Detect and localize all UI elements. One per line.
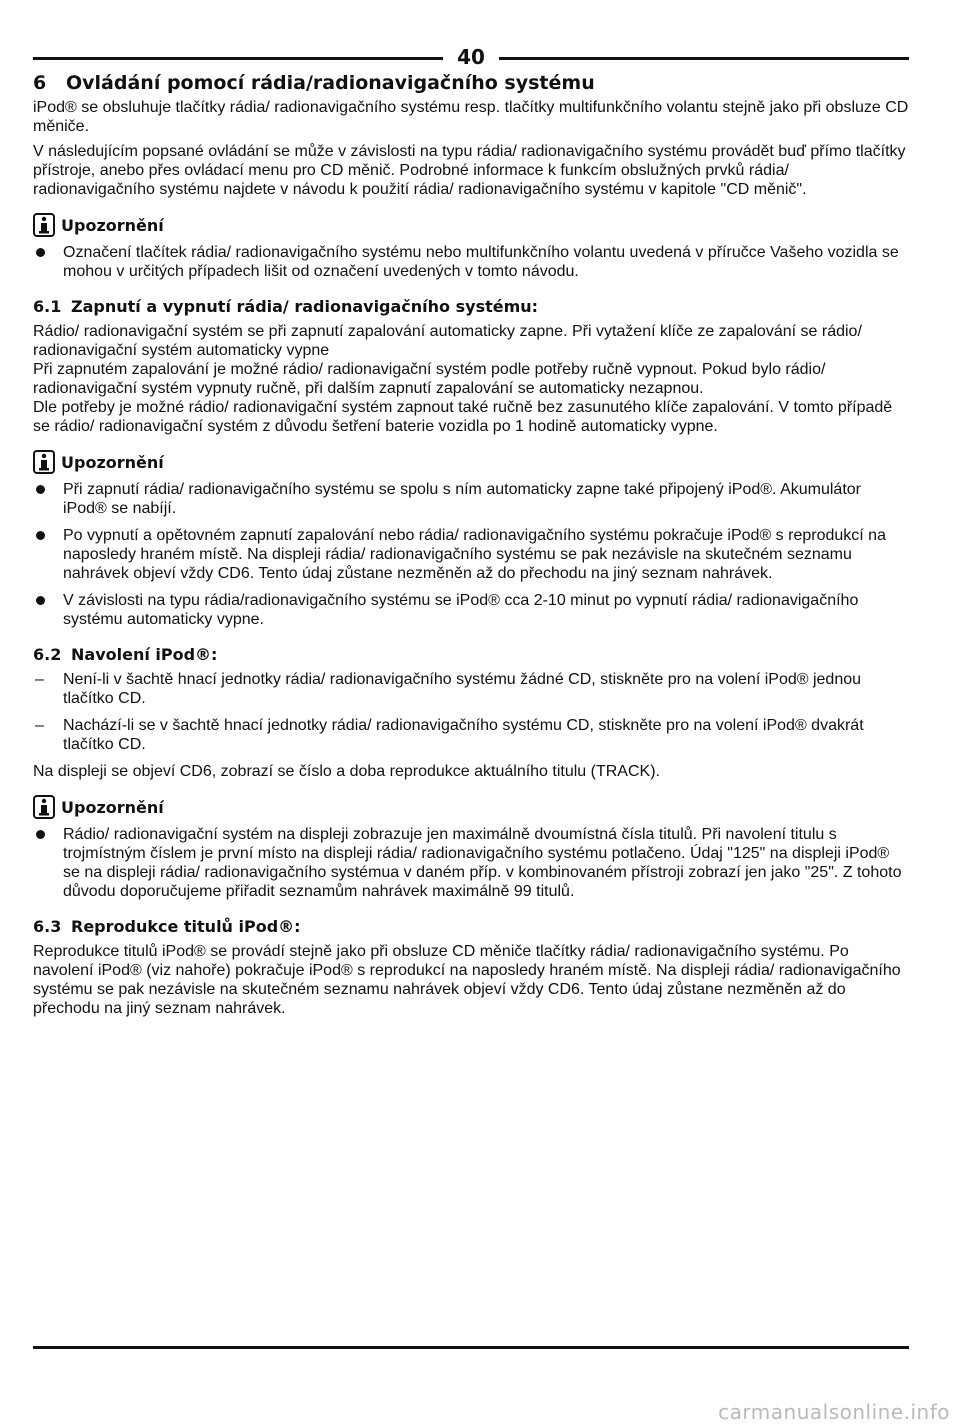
list-item-text: Nachází-li se v šachtě hnací jednotky rádia/ radionavigačního systému CD, stiskněte pro na volení iPod® dvakrát tlačítko CD. — [63, 717, 864, 753]
chapter-title — [33, 72, 909, 94]
list-item — [33, 591, 909, 629]
section-6-2-paragraph: Na displeji se objeví CD6, zobrazí se číslo a doba reprodukce aktuálního titulu (TRACK). — [33, 763, 660, 780]
header-rule-right — [499, 57, 909, 60]
note-title: Upozornění — [61, 452, 164, 472]
chapter-number: 6 — [33, 72, 47, 94]
section-6-1-paragraph-2: Při zapnutém zapalování je možné rádio/ radionavigační systém podle potřeby ručně vypnout. Pokud bylo rádio/ radionavigační systém vypnuty ručně, při dalším zapnutí zapalování se automaticky nezapnou. — [33, 361, 826, 397]
dash-marker: – — [35, 671, 44, 688]
section-6-2-list — [33, 670, 909, 754]
section-6-2-heading — [33, 645, 909, 664]
note-title: Upozornění — [61, 215, 164, 235]
header-rule-left — [33, 57, 443, 60]
note-3-list — [33, 825, 909, 901]
dash-marker: – — [35, 717, 44, 734]
note-1-list — [33, 243, 909, 281]
bullet — [36, 485, 45, 494]
section-title: Zapnutí a vypnutí rádia/ radionavigačního systému: — [71, 297, 539, 316]
section-6-3-paragraph: Reprodukce titulů iPod® se provádí stejně jako při obsluze CD měniče tlačítky rádia/ radionavigačního systému. Po navolení iPod® (viz nahoře) pokračuje iPod® s reprodukcí na naposledy hraném místě. Na displeji rádia/ radionavigačního systému se pak nezávisle na skutečném seznamu nahrávek objeví vždy CD6. Tento údaj zůstane nezměněn až do přechodu na jiný seznam nahrávek. — [33, 943, 901, 1017]
list-item — [33, 243, 909, 281]
list-item — [33, 716, 909, 754]
list-item — [33, 825, 909, 901]
section-title: Reprodukce titulů iPod®: — [71, 917, 301, 936]
section-number: 6.2 — [33, 645, 62, 664]
section-6-1-heading — [33, 297, 909, 316]
info-icon — [33, 213, 55, 237]
list-item-text: Označení tlačítek rádia/ radionavigačního systému nebo multifunkčního volantu uvedená v příručce Vašeho vozidla se mohou v určitých případech lišit od označení uvedených v tomto návodu. — [63, 244, 899, 280]
chapter-title-text: Ovládání pomocí rádia/radionavigačního systému — [66, 72, 595, 94]
list-item — [33, 526, 909, 583]
note-heading-3 — [33, 795, 909, 819]
note-title: Upozornění — [61, 797, 164, 817]
intro-paragraph-1: iPod® se obsluhuje tlačítky rádia/ radionavigačního systému resp. tlačítky multifunkčního volantu stejně jako při obsluze CD měniče. — [33, 99, 909, 135]
list-item-text: Rádio/ radionavigační systém na displeji zobrazuje jen maximálně dvoumístná čísla titulů. Při navolení titulu s trojmístným číslem je první místo na displeji rádia/ radionavigačního systému potlačeno. Údaj "125" na displeji iPod® se na displeji rádia/ radionavigačního systémua v daném příp. v kombinovaném přístroji zobrazí jen jako "25". Z tohoto důvodu doporučujeme přiřadit seznamům nahrávek maximálně 99 titulů. — [63, 826, 902, 900]
section-number: 6.3 — [33, 917, 62, 936]
note-heading-2 — [33, 450, 909, 474]
section-6-1-paragraph-3: Dle potřeby je možné rádio/ radionavigační systém zapnout také ručně bez zasunutého klíče zapalování. V tomto případě se rádio/ radionavigační systém z důvodu šetření baterie vozidla po 1 hodině automaticky vypne. — [33, 399, 893, 435]
bullet — [36, 248, 45, 257]
bullet — [36, 596, 45, 605]
list-item — [33, 480, 909, 518]
watermark: carmanualsonline.info — [718, 1400, 950, 1424]
bullet — [36, 830, 45, 839]
section-6-3-heading — [33, 917, 909, 936]
info-icon — [33, 795, 55, 819]
section-6-1-paragraph-1: Rádio/ radionavigační systém se při zapnutí zapalování automaticky zapne. Při vytažení klíče ze zapalování se rádio/ radionavigační systém automaticky vypne — [33, 323, 862, 359]
list-item-text: Po vypnutí a opětovném zapnutí zapalování nebo rádia/ radionavigačního systému pokračuje iPod® s reprodukcí na naposledy hraném místě. Na displeji rádia/ radionavigačního systému se pak nezávisle na skutečném seznamu nahrávek objeví vždy CD6. Tento údaj zůstane nezměněn až do přechodu na jiný seznam nahrávek. — [63, 527, 886, 582]
intro-paragraph-2: V následujícím popsané ovládání se může v závislosti na typu rádia/ radionavigačního systému provádět buď přímo tlačítky přístroje, anebo přes ovládací menu pro CD měnič. Podrobné informace k funkcím obslužných prvků rádia/ radionavigačního systému najdete v návodu k použití rádia/ radionavigačního systému v kapitole "CD měnič". — [33, 143, 906, 198]
note-heading-1 — [33, 213, 909, 237]
info-icon — [33, 450, 55, 474]
page-body — [33, 72, 909, 1018]
section-number: 6.1 — [33, 297, 62, 316]
list-item-text: V závislosti na typu rádia/radionavigačního systému se iPod® cca 2-10 minut po vypnutí rádia/ radionavigačního systému automaticky vypne. — [63, 592, 859, 628]
list-item — [33, 670, 909, 708]
list-item-text: Při zapnutí rádia/ radionavigačního systému se spolu s ním automaticky zapne také připojený iPod®. Akumulátor iPod® se nabíjí. — [63, 481, 861, 517]
page-header — [33, 47, 909, 67]
note-2-list — [33, 480, 909, 629]
list-item-text: Není-li v šachtě hnací jednotky rádia/ radionavigačního systému žádné CD, stiskněte pro na volení iPod® jednou tlačítko CD. — [63, 671, 862, 707]
page-number: 40 — [457, 45, 485, 69]
bullet — [36, 531, 45, 540]
footer-rule — [33, 1346, 909, 1349]
section-title: Navolení iPod®: — [71, 645, 218, 664]
